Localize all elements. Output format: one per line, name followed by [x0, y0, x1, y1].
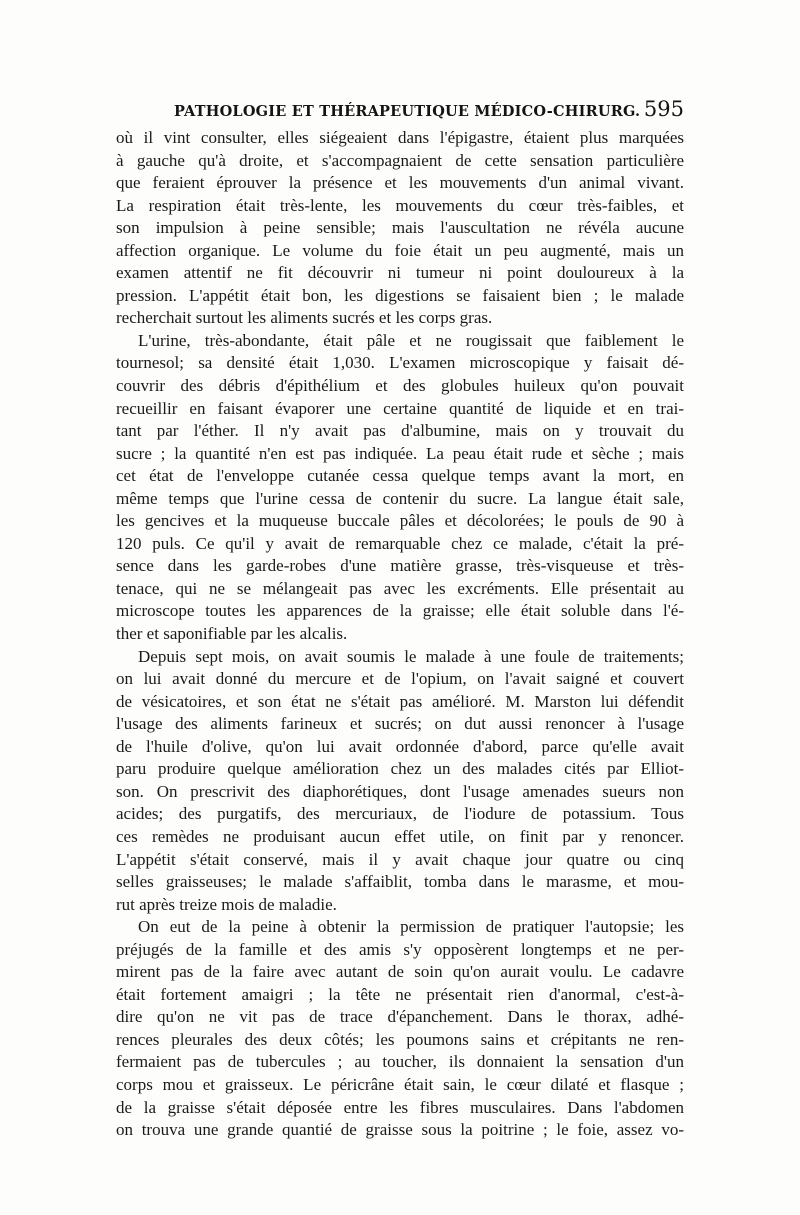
text-line: dire qu'on ne vit pas de trace d'épanchement. Dans le thorax, adhé- — [116, 1007, 684, 1027]
text-line: ther et saponifiable par les alcalis. — [116, 624, 348, 644]
text-line: de l'huile d'olive, qu'on lui avait ordonnée d'abord, parce qu'elle avait — [116, 736, 684, 756]
text-line: On eut de la peine à obtenir la permission de pratiquer l'autopsie; les — [138, 917, 684, 937]
text-line: de la graisse s'était déposée entre les fibres musculaires. Dans l'abdomen — [116, 1097, 684, 1117]
text-line: L'urine, très-abondante, était pâle et ne rougissait que faiblement le — [138, 330, 684, 350]
text-line: tant par l'éther. Il n'y avait pas d'albumine, mais on y trouvait du — [116, 421, 684, 441]
text-line: où il vint consulter, elles siégeaient dans l'épigastre, étaient plus marquées — [116, 128, 684, 147]
text-line: acides; des purgatifs, des mercuriaux, de l'iodure de potassium. Tous — [116, 804, 684, 824]
text-line: à gauche qu'à droite, et s'accompagnaient de cette sensation particulière — [116, 150, 684, 170]
text-line: selles graisseuses; le malade s'affaiblit, tomba dans le marasme, et mou- — [116, 872, 684, 892]
text-line: paru produire quelque amélioration chez un des malades cités par Elliot- — [116, 759, 684, 779]
text-line: affection organique. Le volume du foie était un peu augmenté, mais un — [116, 240, 684, 260]
text-line: sucre ; la quantité n'en est pas indiquée. La peau était rude et sèche ; mais — [116, 443, 684, 463]
text-line: Depuis sept mois, on avait soumis le malade à une foule de traitements; — [138, 646, 684, 666]
text-line: L'appétit s'était conservé, mais il y avait chaque jour quatre ou cinq — [116, 849, 684, 869]
text-line: tournesol; sa densité était 1,030. L'examen microscopique y faisait dé- — [116, 353, 684, 373]
text-line: La respiration était très-lente, les mouvements du cœur très-faibles, et — [116, 195, 684, 215]
running-header — [116, 97, 684, 123]
text-line: microscope toutes les apparences de la graisse; elle était soluble dans l'é- — [116, 601, 684, 621]
text-line: cet état de l'enveloppe cutanée cessa quelque temps avant la mort, en — [116, 466, 684, 486]
text-line: couvrir des débris d'épithélium et des globules huileux qu'on pouvait — [116, 376, 684, 396]
text-line: que feraient éprouver la présence et les mouvements d'un animal vivant. — [116, 173, 684, 193]
text-line: son. On prescrivit des diaphorétiques, dont l'usage amenades sueurs non — [116, 781, 684, 801]
text-line: était fortement amaigri ; la tête ne présentait rien d'anormal, c'est-à- — [116, 984, 684, 1004]
text-line: de vésicatoires, et son état ne s'était pas amélioré. M. Marston lui défendit — [116, 691, 684, 711]
text-line: rences pleurales des deux côtés; les poumons sains et crépitants ne ren- — [116, 1029, 684, 1049]
text-line: corps mou et graisseux. Le péricrâne était sain, le cœur dilaté et flasque ; — [116, 1074, 684, 1094]
text-line: rut après treize mois de maladie. — [116, 894, 337, 914]
page-number: 595 — [643, 97, 684, 121]
text-line: sence dans les garde-robes d'une matière grasse, très-visqueuse et très- — [116, 556, 684, 576]
text-line: recherchait surtout les aliments sucrés et les corps gras. — [116, 308, 493, 328]
text-line: examen attentif ne fit découvrir ni tumeur ni point douloureux à la — [116, 263, 684, 283]
text-line: les gencives et la muqueuse buccale pâles et décolorées; le pouls de 90 à — [116, 511, 684, 531]
text-line: mirent pas de la faire avec autant de soin qu'on aurait voulu. Le cadavre — [116, 962, 684, 982]
text-line: son impulsion à peine sensible; mais l'auscultation ne révéla aucune — [116, 218, 684, 238]
text-line: préjugés de la famille et des amis s'y opposèrent longtemps et ne per- — [116, 939, 684, 959]
text-line: fermaient pas de tubercules ; au toucher, ils donnaient la sensation d'un — [116, 1052, 684, 1072]
text-line: on lui avait donné du mercure et de l'opium, on l'avait saigné et couvert — [116, 669, 684, 689]
text-line: l'usage des aliments farineux et sucrés; on dut aussi renoncer à l'usage — [116, 714, 684, 734]
running-title: PATHOLOGIE ET THÉRAPEUTIQUE MÉDICO-CHIRURG. — [174, 103, 641, 120]
text-line: tenace, qui ne se mélangeait pas avec les excréments. Elle présentait au — [116, 578, 684, 598]
text-line: 120 puls. Ce qu'il y avait de remarquable chez ce malade, c'était la pré- — [116, 533, 684, 553]
text-line: recueillir en faisant évaporer une certaine quantité de liquide et en trai- — [116, 398, 684, 418]
text-line: pression. L'appétit était bon, les digestions se faisaient bien ; le malade — [116, 285, 684, 305]
text-line: on trouva une grande quantié de graisse sous la poitrine ; le foie, assez vo- — [116, 1120, 684, 1140]
body-text — [116, 127, 684, 1142]
text-line: ces remèdes ne produisant aucun effet utile, on finit par y renoncer. — [116, 826, 684, 846]
text-line: même temps que l'urine cessa de contenir du sucre. La langue était sale, — [116, 488, 684, 508]
